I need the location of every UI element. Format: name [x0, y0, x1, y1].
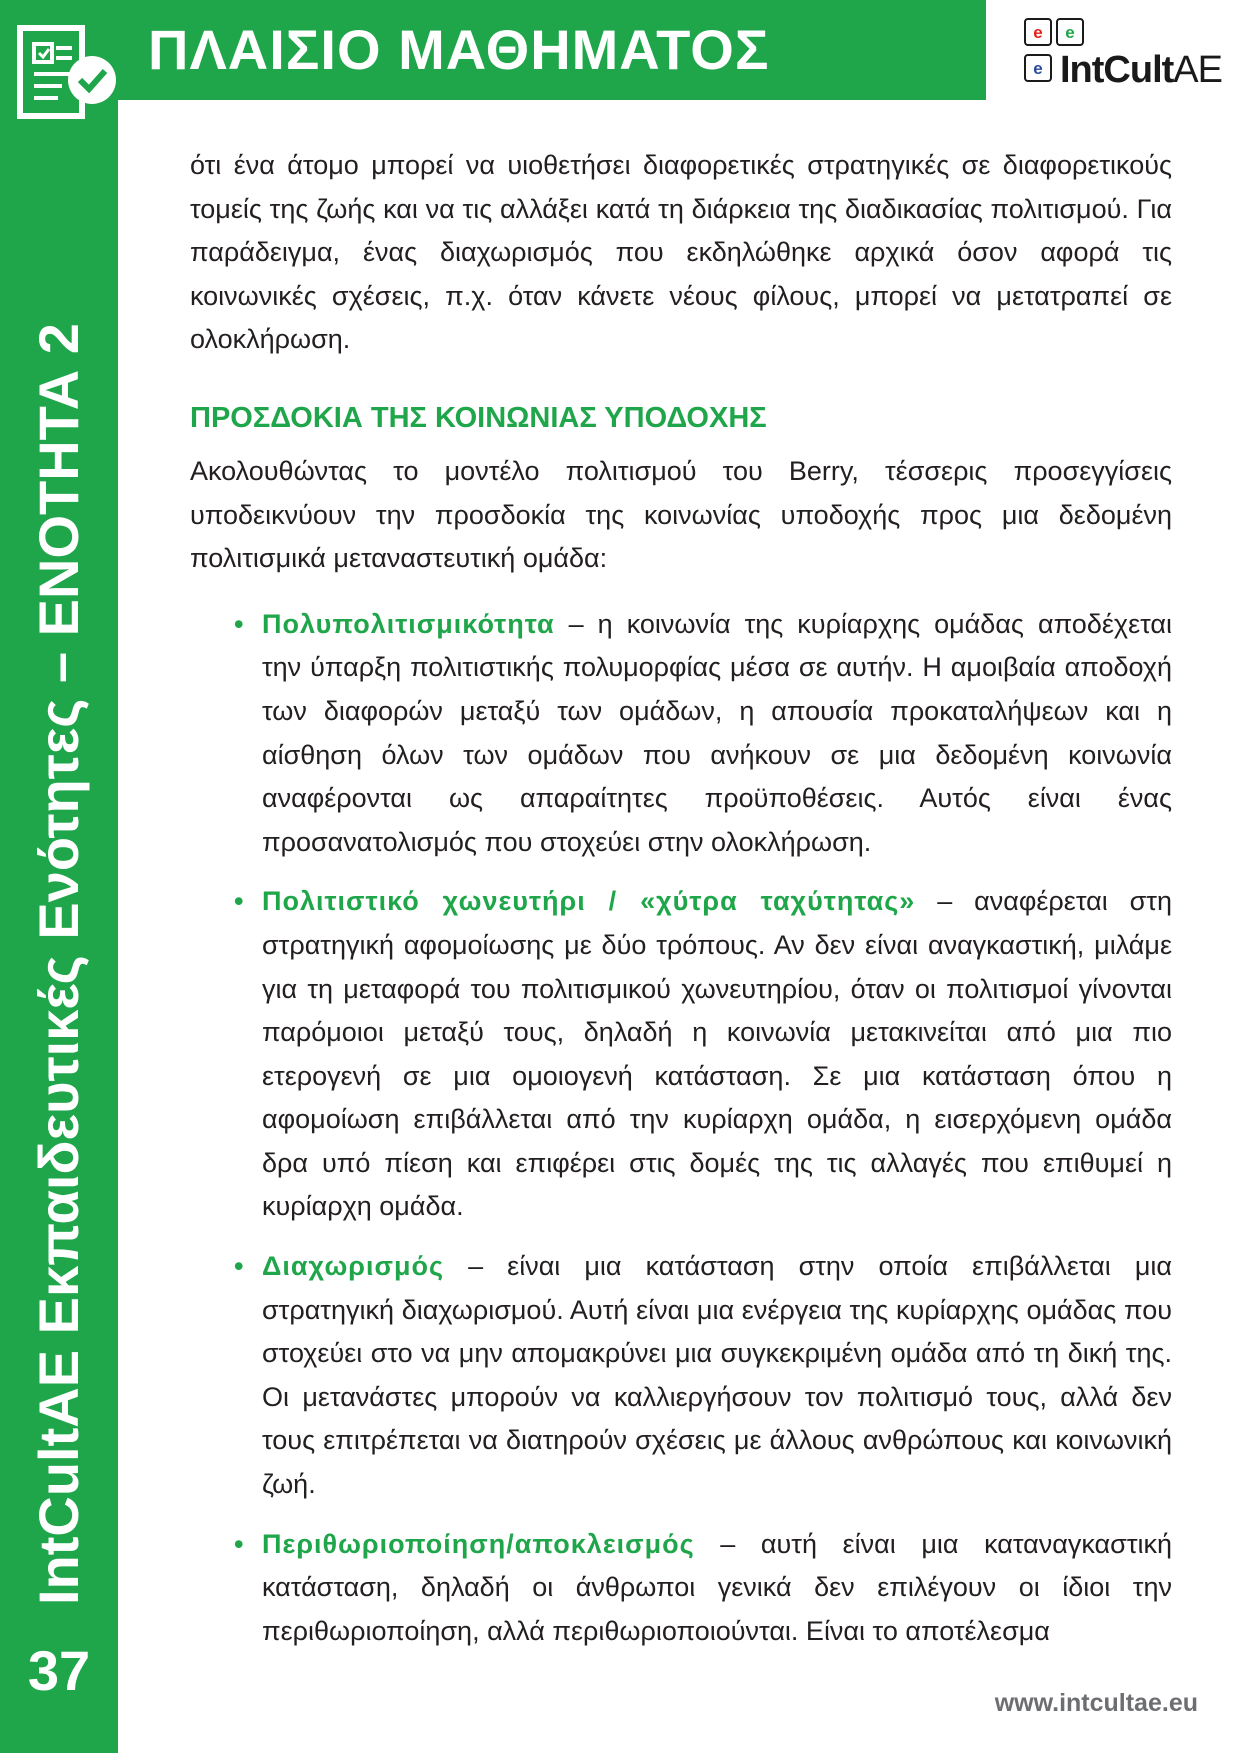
- list-item-text: – αυτή είναι μια καταναγκαστική κατάσταση, δηλαδή οι άνθρωποι γενικά δεν επιλέγουν οι ίδιοι την περιθωριοποίηση, αλλά περιθωριοποιούνται. Είναι το αποτέλεσμα: [262, 1528, 1172, 1646]
- lead-paragraph: Ακολουθώντας το μοντέλο πολιτισμού του Berry, τέσσερις προσεγγίσεις υποδεικνύουν την προσδοκία της κοινωνίας υποδοχής προς μια δεδομένη πολιτισμικά μεταναστευτική ομάδα:: [190, 455, 1172, 574]
- list-item-text: – είναι μια κατάσταση στην οποία επιβάλλεται μια στρατηγική διαχωρισμού. Αυτή είναι μια ενέργεια της κυρίαρχης ομάδας που στοχεύει στο να μην απομακρύνει μια συγκεκριμένη ομάδα από τη δική της. Οι μετανάστες μπορούν να καλλιεργήσουν τον πολιτισμό τους, αλλά δεν τους επιτρέπεται να διατηρούν σχέσεις με άλλους ανθρώπους και κοινωνική ζωή.: [262, 1251, 1172, 1500]
- list-item-text: – αναφέρεται στη στρατηγική αφομοίωσης με δύο τρόπους. Αν δεν είναι αναγκαστική, μιλάμε για τη μεταφορά του πολιτισμικού χωνευτηρίου, όταν οι πολιτισμοί γίνονται παρόμοιοι μεταξύ τους, δηλαδή η κοινωνία μετακινείται από μια πιο ετερογενή σε μια ομοιογενή κατάσταση. Σε μια κατάσταση όπου η αφομοίωση επιβάλλεται από την κυρίαρχη ομάδα, η εισερχόμενη ομάδα δρα υπό πίεση και επιφέρει στις δομές της τις αλλαγές που επιθυμεί η κυρίαρχη ομάδα.: [262, 886, 1172, 1222]
- list-item: [234, 603, 1172, 865]
- footer-website-link[interactable]: www.intcultae.eu: [994, 1689, 1198, 1717]
- intcultae-logo: [1024, 18, 1224, 90]
- list-item: [234, 1245, 1172, 1507]
- logo-square-red: e: [1024, 18, 1052, 46]
- logo-square-green: e: [1056, 18, 1084, 46]
- page-number: 37: [27, 1639, 91, 1702]
- list-item: [234, 880, 1172, 1229]
- section-heading: ΠΡΟΣΔΟΚΙΑ ΤΗΣ ΚΟΙΝΩΝΙΑΣ ΥΠΟΔΟΧΗΣ: [190, 401, 767, 434]
- bullet-dot: •: [234, 886, 244, 917]
- list-item: [234, 1523, 1172, 1654]
- intro-paragraph: ότι ένα άτομο μπορεί να υιοθετήσει διαφορετικές στρατηγικές σε διαφορετικούς τομείς της ζωής και να τις αλλάξει κατά τη διάρκεια της διαδικασίας πολιτισμού. Για παράδειγμα, ένας διαχωρισμός που εκδηλώθηκε αρχικά όσον αφορά τις κοινωνικές σχέσεις, π.χ. όταν κάνετε νέους φίλους, μπορεί να μετατραπεί σε ολοκλήρωση.: [190, 150, 1172, 355]
- list-item-text: – η κοινωνία της κυρίαρχης ομάδας αποδέχεται την ύπαρξη πολιτιστικής πολυμορφίας μέσα σε αυτήν. Η αμοιβαία αποδοχή των διαφορών μεταξύ των ομάδων, η απουσία προκαταλήψεων και η αίσθηση όλων των ομάδων που ανήκουν σε μια δεδομένη κοινωνία αναφέρονται ως απαραίτητες προϋποθέσεις. Αυτός είναι ένας προσανατολισμός που στοχεύει στην ολοκλήρωση.: [262, 608, 1172, 857]
- logo-square-blue: e: [1024, 54, 1052, 82]
- lesson-document-check-icon: [14, 22, 120, 132]
- sidebar-section-label: IntCultAE Εκπαιδευτικές Ενότητες – ΕΝΟΤΗΤΑ 2: [27, 323, 90, 1605]
- list-item-term: Πολιτιστικό χωνευτήρι / «χύτρα ταχύτητας»: [262, 886, 916, 917]
- bullet-dot: •: [234, 1251, 244, 1282]
- bullet-dot: •: [234, 1528, 244, 1559]
- approaches-list: [190, 603, 1172, 1654]
- list-item-term: Πολυπολιτισμικότητα: [262, 608, 555, 639]
- list-item-term: Περιθωριοποίηση/αποκλεισμός: [262, 1528, 695, 1559]
- logo-wordmark: IntCultAE: [1060, 49, 1222, 91]
- main-content: [190, 144, 1172, 1669]
- bullet-dot: •: [234, 608, 244, 639]
- page-title: ΠΛΑΙΣΙΟ ΜΑΘΗΜΑΤΟΣ: [148, 18, 770, 81]
- list-item-term: Διαχωρισμός: [262, 1251, 445, 1282]
